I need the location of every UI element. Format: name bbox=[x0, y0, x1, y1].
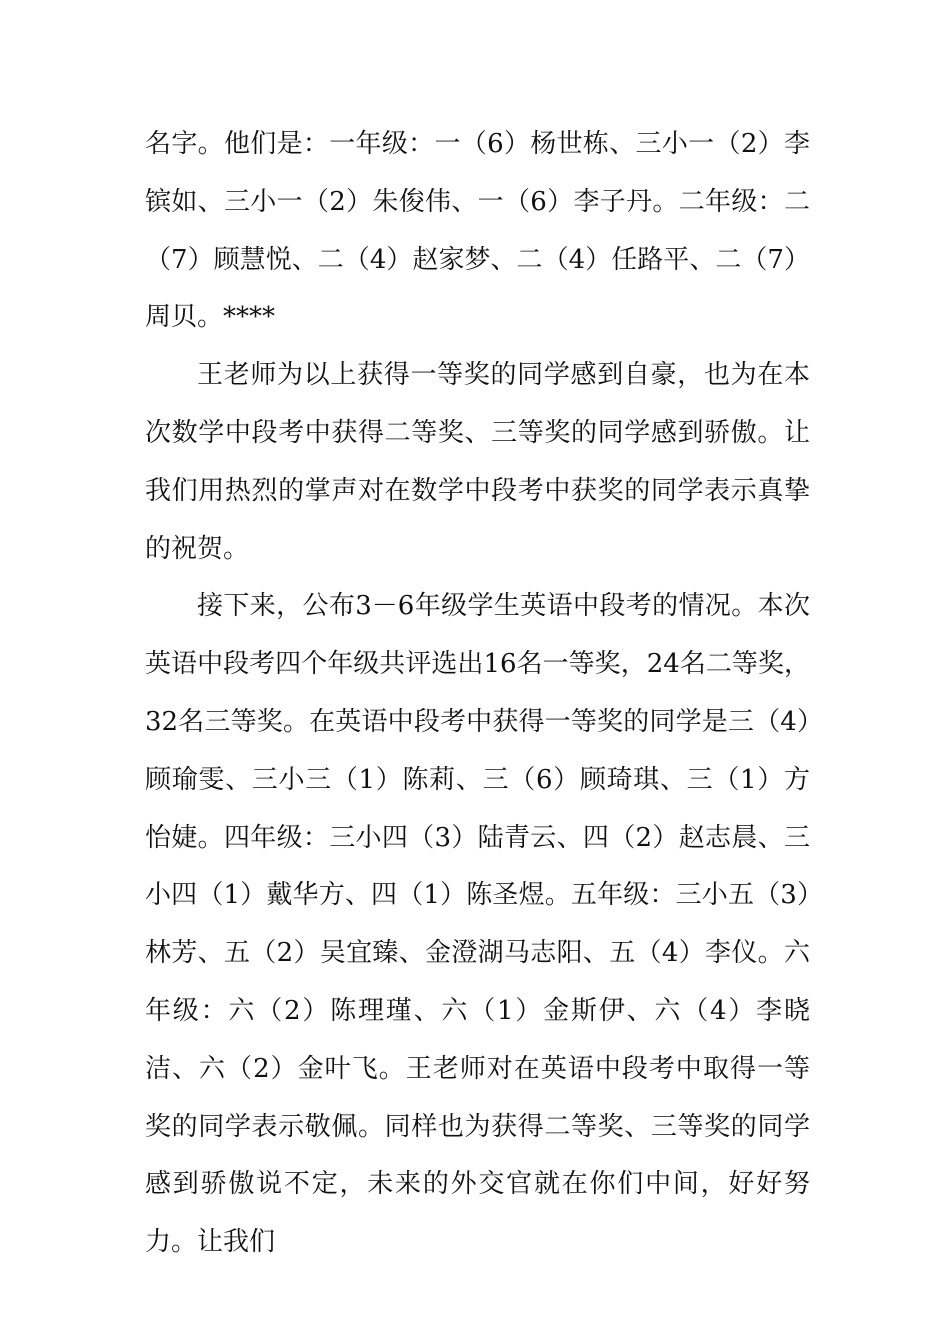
paragraph-math-congratulations: 王老师为以上获得一等奖的同学感到自豪，也为在本次数学中段考中获得二等奖、三等奖的同学感到骄傲。让我们用热烈的掌声对在数学中段考中获奖的同学表示真挚的祝贺。 bbox=[145, 360, 810, 564]
document-body bbox=[145, 116, 810, 1272]
paragraph-math-first-prize-names: 名字。他们是：一年级：一（6）杨世栋、三小一（2）李镔如、三小一（2）朱俊伟、一（6）李子丹。二年级：二（7）顾慧悦、二（4）赵家梦、二（4）任路平、二（7）周贝。**** bbox=[145, 129, 810, 333]
paragraph-english-results: 接下来，公布3－6年级学生英语中段考的情况。本次英语中段考四个年级共评选出16名一等奖，24名二等奖，32名三等奖。在英语中段考中获得一等奖的同学是三（4）顾瑜雯、三小三（1）陈莉、三（6）顾琦琪、三（1）方怡婕。四年级：三小四（3）陆青云、四（2）赵志晨、三小四（1）戴华方、四（1）陈圣煜。五年级：三小五（3）林芳、五（2）吴宜臻、金澄湖马志阳、五（4）李仪。六年级：六（2）陈理瑾、六（1）金斯伊、六（4）李晓洁、六（2）金叶飞。王老师对在英语中段考中取得一等奖的同学表示敬佩。同样也为获得二等奖、三等奖的同学感到骄傲说不定，未来的外交官就在你们中间，好好努力。让我们 bbox=[145, 591, 810, 1258]
